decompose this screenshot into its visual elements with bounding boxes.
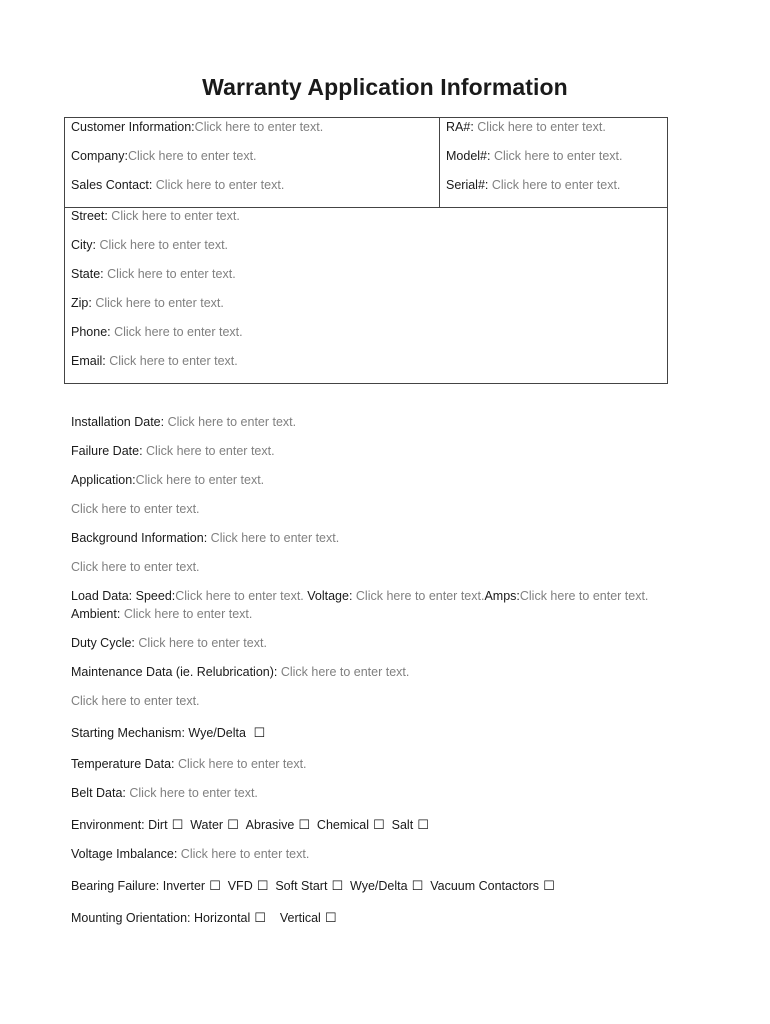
company-label: Company: [71, 149, 128, 163]
text-placeholder[interactable]: Click here to enter text. [194, 120, 324, 134]
application-label: Application: [71, 473, 136, 487]
belt-field[interactable] [71, 785, 258, 801]
bearing-option-label: Wye/Delta [350, 879, 408, 893]
wye-delta-checkbox[interactable]: ☐ [411, 878, 424, 893]
environment-option-label: Water [190, 818, 224, 832]
ambient-field[interactable] [71, 606, 252, 622]
dirt-checkbox[interactable]: ☐ [171, 817, 184, 832]
phone-field[interactable] [71, 324, 243, 340]
text-placeholder[interactable]: Click here to enter text. [135, 473, 265, 487]
environment-option-label: Dirt [148, 818, 168, 832]
text-placeholder[interactable]: Click here to enter text. [493, 149, 623, 163]
temperature-field[interactable] [71, 756, 307, 772]
text-placeholder[interactable]: Click here to enter text. [280, 665, 410, 679]
zip-label: Zip: [71, 296, 96, 310]
load-data-field[interactable] [71, 588, 648, 604]
vertical-checkbox[interactable]: ☐ [324, 910, 337, 925]
phone-label: Phone: [71, 325, 115, 339]
text-placeholder[interactable]: Click here to enter text. [519, 589, 649, 603]
environment-label: Environment: [71, 818, 149, 832]
maintenance-extra-field[interactable] [71, 693, 200, 709]
vacuum-contactors-checkbox[interactable]: ☐ [543, 878, 555, 893]
bearing-option-label: Inverter [162, 879, 206, 893]
mounting-label: Mounting Orientation: [71, 911, 194, 925]
text-placeholder[interactable]: Click here to enter text. [167, 415, 297, 429]
application-field[interactable] [71, 472, 264, 488]
vfd-checkbox[interactable]: ☐ [256, 878, 269, 893]
page-title: Warranty Application Information [202, 74, 568, 100]
maintenance-label: Maintenance Data (ie. Relubrication): [71, 665, 281, 679]
failure-date-label: Failure Date: [71, 444, 147, 458]
customer-info-field[interactable] [71, 119, 323, 135]
text-placeholder[interactable]: Click here to enter text. [99, 238, 229, 252]
mounting-option-label: Vertical [279, 911, 321, 925]
city-field[interactable] [71, 237, 228, 253]
text-placeholder[interactable]: Click here to enter text. [107, 267, 236, 281]
inverter-checkbox[interactable]: ☐ [209, 878, 221, 893]
text-placeholder[interactable]: Click here to enter text. [178, 757, 307, 771]
text-placeholder[interactable]: Click here to enter text. [109, 354, 238, 368]
ambient-label: Ambient: [71, 607, 124, 621]
voltage-label: Voltage: [303, 589, 356, 603]
environment-option-label: Abrasive [245, 818, 295, 832]
environment-option-label: Salt [391, 818, 414, 832]
text-placeholder[interactable]: Click here to enter text. [477, 120, 606, 134]
column-divider [439, 118, 440, 207]
load-data-speed-label: Load Data: Speed: [71, 589, 176, 603]
street-field[interactable] [71, 208, 240, 224]
serial-label: Serial#: [446, 178, 492, 192]
email-field[interactable] [71, 353, 238, 369]
wye-delta-checkbox[interactable]: ☐ [253, 725, 266, 740]
sales-contact-field[interactable] [71, 177, 284, 193]
text-placeholder[interactable]: Click here to enter text. [127, 149, 257, 163]
company-field[interactable] [71, 148, 257, 164]
salt-checkbox[interactable]: ☐ [417, 817, 429, 832]
text-placeholder[interactable]: Click here to enter text. [71, 560, 200, 574]
background-label: Background Information: [71, 531, 211, 545]
temperature-label: Temperature Data: [71, 757, 178, 771]
environment-option-label: Chemical [316, 818, 370, 832]
text-placeholder[interactable]: Click here to enter text. [123, 607, 253, 621]
installation-date-field[interactable] [71, 414, 296, 430]
ra-label: RA#: [446, 120, 478, 134]
maintenance-field[interactable] [71, 664, 409, 680]
voltage-imbalance-label: Voltage Imbalance: [71, 847, 181, 861]
application-extra-field[interactable] [71, 501, 200, 517]
customer-info-label: Customer Information: [71, 120, 195, 134]
belt-label: Belt Data: [71, 786, 130, 800]
text-placeholder[interactable]: Click here to enter text. [71, 502, 200, 516]
duty-cycle-label: Duty Cycle: [71, 636, 139, 650]
text-placeholder[interactable]: Click here to enter text. [95, 296, 224, 310]
horizontal-checkbox[interactable]: ☐ [254, 910, 266, 925]
chemical-checkbox[interactable]: ☐ [373, 817, 385, 832]
email-label: Email: [71, 354, 110, 368]
state-label: State: [71, 267, 108, 281]
text-placeholder[interactable]: Click here to enter text. [180, 847, 310, 861]
text-placeholder[interactable]: Click here to enter text. [114, 325, 243, 339]
text-placeholder[interactable]: Click here to enter text. [71, 694, 200, 708]
model-field[interactable] [446, 148, 622, 164]
text-placeholder[interactable]: Click here to enter text. [355, 589, 485, 603]
background-field[interactable] [71, 530, 339, 546]
soft-start-checkbox[interactable]: ☐ [331, 878, 344, 893]
serial-field[interactable] [446, 177, 620, 193]
ra-field[interactable] [446, 119, 606, 135]
state-field[interactable] [71, 266, 236, 282]
sales-contact-label: Sales Contact: [71, 178, 156, 192]
text-placeholder[interactable]: Click here to enter text. [129, 786, 258, 800]
starting-mechanism-field [71, 725, 265, 741]
bearing-option-label: VFD [227, 879, 253, 893]
zip-field[interactable] [71, 295, 224, 311]
text-placeholder[interactable]: Click here to enter text. [138, 636, 267, 650]
text-placeholder[interactable]: Click here to enter text. [491, 178, 621, 192]
background-extra-field[interactable] [71, 559, 200, 575]
amps-label: Amps: [484, 589, 520, 603]
city-label: City: [71, 238, 100, 252]
text-placeholder[interactable]: Click here to enter text. [155, 178, 285, 192]
water-checkbox[interactable]: ☐ [227, 817, 239, 832]
bearing-option-label: Soft Start [275, 879, 328, 893]
duty-cycle-field[interactable] [71, 635, 267, 651]
mounting-option-label: Horizontal [194, 911, 251, 925]
installation-date-label: Installation Date: [71, 415, 168, 429]
street-label: Street: [71, 209, 112, 223]
mounting-field [71, 910, 337, 926]
bearing-failure-label: Bearing Failure: [71, 879, 163, 893]
text-placeholder[interactable]: Click here to enter text. [175, 589, 304, 603]
text-placeholder[interactable]: Click here to enter text. [111, 209, 240, 223]
abrasive-checkbox[interactable]: ☐ [298, 817, 310, 832]
voltage-imbalance-field[interactable] [71, 846, 309, 862]
model-label: Model#: [446, 149, 494, 163]
text-placeholder[interactable]: Click here to enter text. [210, 531, 340, 545]
bearing-option-label: Vacuum Contactors [430, 879, 540, 893]
text-placeholder[interactable]: Click here to enter text. [146, 444, 275, 458]
environment-field [71, 817, 429, 833]
bearing-failure-field [71, 878, 555, 894]
failure-date-field[interactable] [71, 443, 275, 459]
starting-mechanism-label: Starting Mechanism: Wye/Delta [71, 726, 250, 740]
